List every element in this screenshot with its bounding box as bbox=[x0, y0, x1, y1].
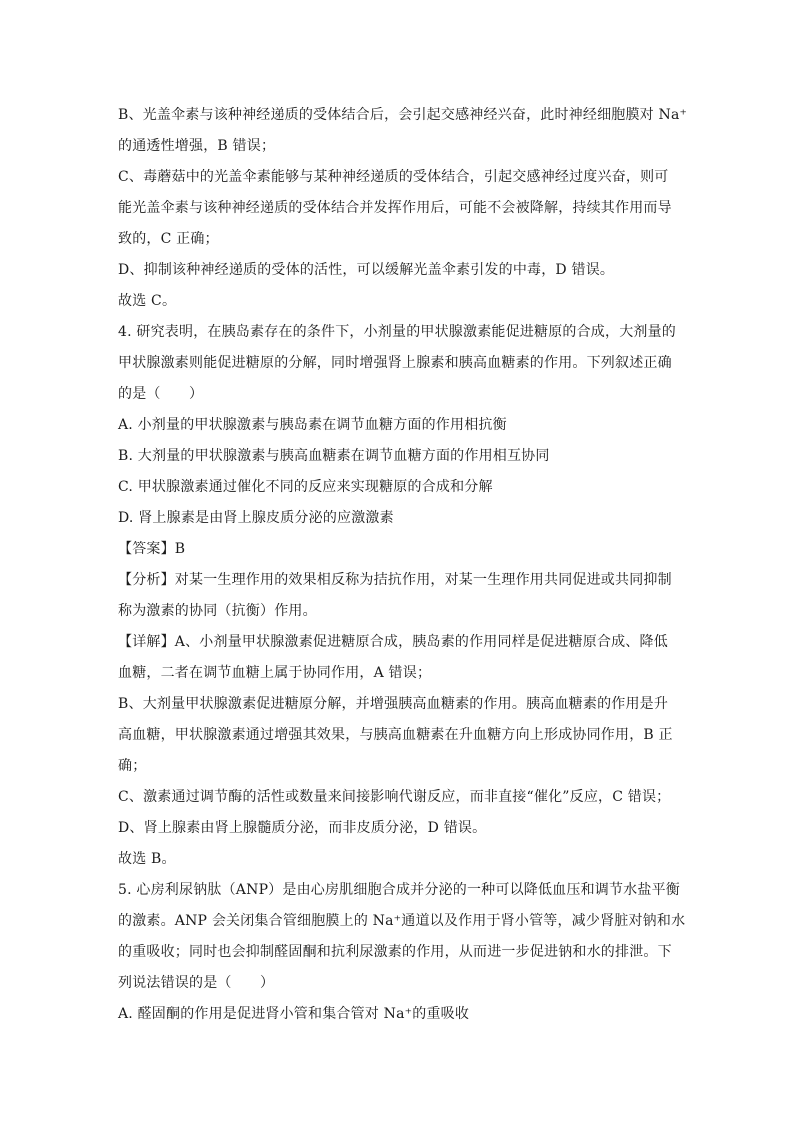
detail-line: C、激素通过调节酶的活性或数量来间接影响代谢反应，而非直接“催化”反应，C 错误； bbox=[118, 789, 671, 805]
detail-line: 【详解】A、小剂量甲状腺激素促进糖原合成，胰岛素的作用同样是促进糖原合成、降低 bbox=[118, 634, 668, 650]
answer-line: 【答案】B bbox=[118, 541, 186, 557]
option-c: C. 甲状腺激素通过催化不同的反应来实现糖原的合成和分解 bbox=[118, 479, 493, 495]
analysis-line: 称为激素的协同（抗衡）作用。 bbox=[118, 603, 317, 619]
detail-line: 确； bbox=[118, 758, 147, 774]
document-body bbox=[118, 100, 688, 1030]
question-5-stem: 5. 心房利尿钠肽（ANP）是由心房肌细胞合成并分泌的一种可以降低血压和调节水盐平衡 bbox=[118, 882, 680, 898]
question-4-stem: 的是（ ） bbox=[118, 386, 204, 402]
question-5-stem: 列说法错误的是（ ） bbox=[118, 975, 275, 991]
detail-line: B、大剂量甲状腺激素促进糖原分解，并增强胰高血糖素的作用。胰高血糖素的作用是升 bbox=[118, 696, 669, 712]
text-line: 的通透性增强，B 错误； bbox=[118, 138, 276, 154]
question-4-stem: 4. 研究表明，在胰岛素存在的条件下，小剂量的甲状腺激素能促进糖原的合成，大剂量的 bbox=[118, 324, 677, 340]
option-b: B. 大剂量的甲状腺激素与胰高血糖素在调节血糖方面的作用相互协同 bbox=[118, 448, 550, 464]
detail-line: D、肾上腺素由肾上腺髓质分泌，而非皮质分泌，D 错误。 bbox=[118, 820, 487, 836]
conclusion-line: 故选 B。 bbox=[118, 851, 176, 867]
text-line: 能光盖伞素与该种神经递质的受体结合并发挥作用后，可能不会被降解，持续其作用而导 bbox=[118, 200, 672, 216]
analysis-line: 【分析】对某一生理作用的效果相反称为拮抗作用，对某一生理作用共同促进或共同抑制 bbox=[118, 572, 672, 588]
question-4-stem: 甲状腺激素则能促进糖原的分解，同时增强肾上腺素和胰高血糖素的作用。下列叙述正确 bbox=[118, 355, 672, 371]
option-a: A. 醛固酮的作用是促进肾小管和集合管对 Na⁺的重吸收 bbox=[118, 1006, 470, 1022]
text-line: 故选 C。 bbox=[118, 293, 177, 309]
detail-line: 高血糖，甲状腺激素通过增强其效果，与胰高血糖素在升血糖方向上形成协同作用，B 正 bbox=[118, 727, 673, 743]
option-d: D. 肾上腺素是由肾上腺皮质分泌的应激激素 bbox=[118, 510, 394, 526]
question-5-stem: 的重吸收；同时也会抑制醛固酮和抗利尿激素的作用，从而进一步促进钠和水的排泄。下 bbox=[118, 944, 672, 960]
text-line: 致的，C 正确； bbox=[118, 231, 219, 247]
option-a: A. 小剂量的甲状腺激素与胰岛素在调节血糖方面的作用相抗衡 bbox=[118, 417, 507, 433]
question-5-stem: 的激素。ANP 会关闭集合管细胞膜上的 Na⁺通道以及作用于肾小管等，减少肾脏对钠和水 bbox=[118, 913, 686, 929]
text-line: D、抑制该种神经递质的受体的活性，可以缓解光盖伞素引发的中毒，D 错误。 bbox=[118, 262, 615, 278]
text-line: C、毒蘑菇中的光盖伞素能够与某种神经递质的受体结合，引起交感神经过度兴奋，则可 bbox=[118, 169, 669, 185]
text-line: B、光盖伞素与该种神经递质的受体结合后，会引起交感神经兴奋，此时神经细胞膜对 Na⁺ bbox=[118, 107, 688, 123]
detail-line: 血糖，二者在调节血糖上属于协同作用，A 错误； bbox=[118, 665, 432, 681]
